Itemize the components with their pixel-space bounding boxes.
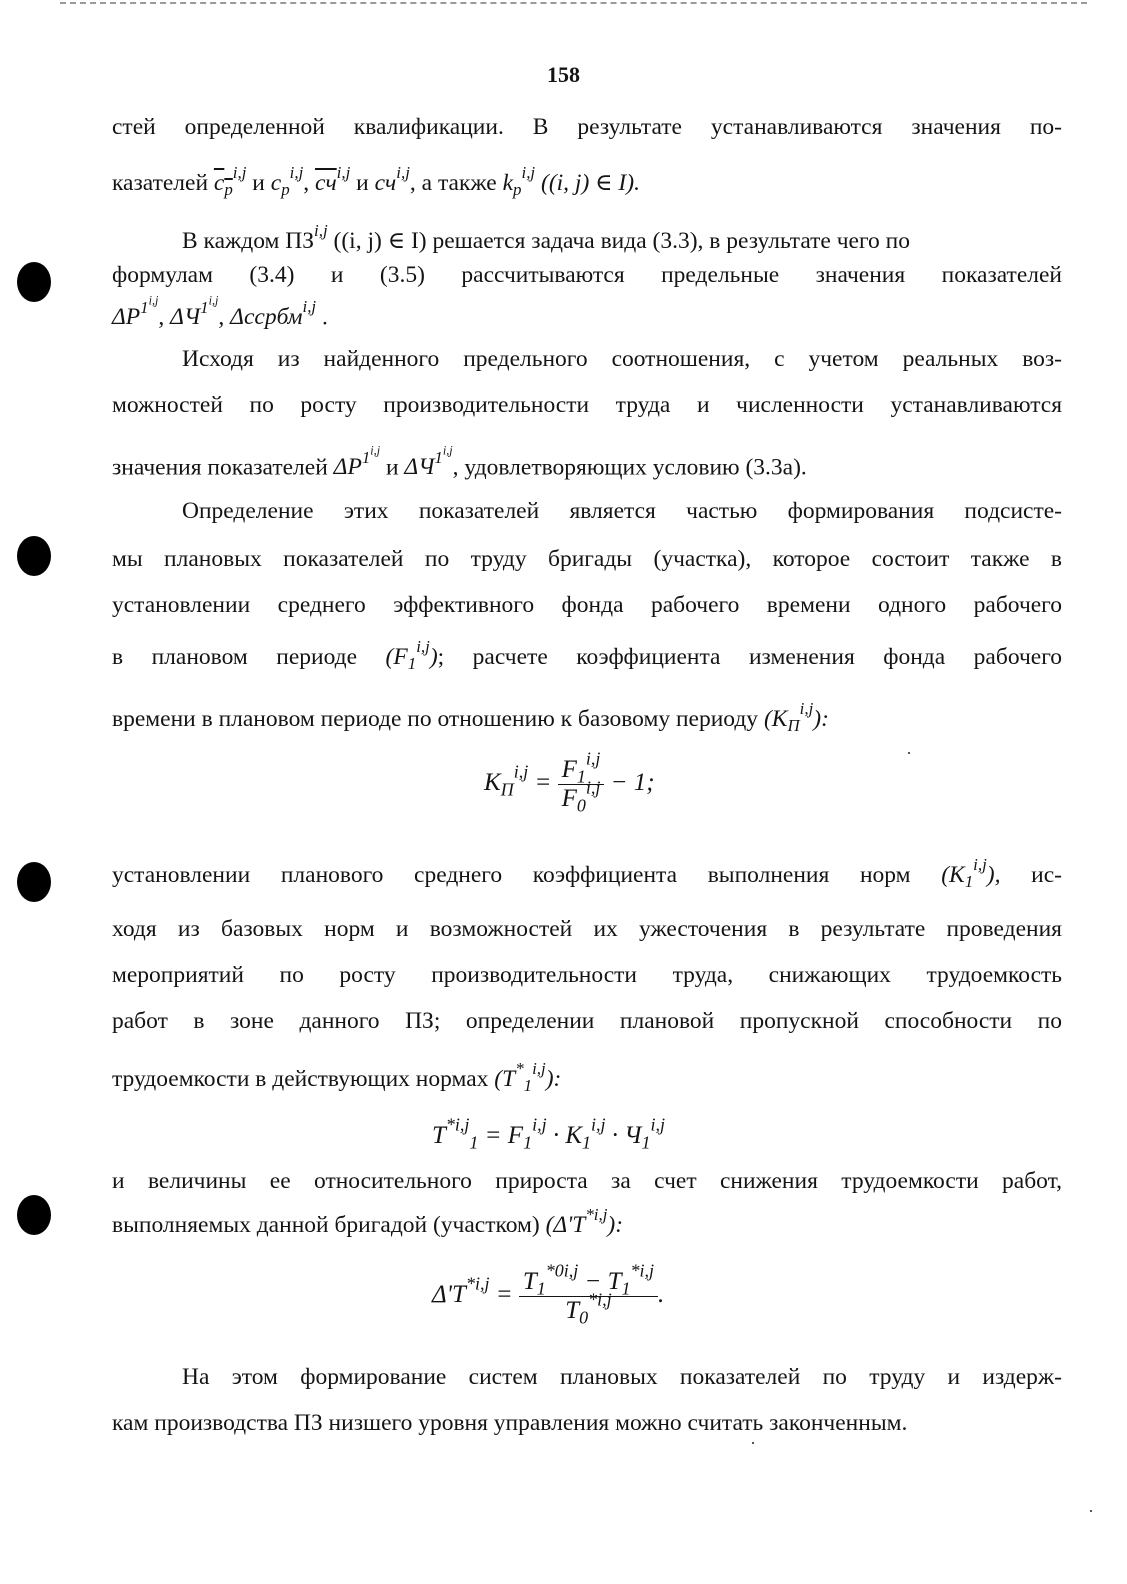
text-line: можностей по росту производительности труда и численности устанавливаются bbox=[112, 392, 1062, 418]
math-delta-ch: $\Delta Ч^{1^{i,j}}$ bbox=[170, 293, 219, 331]
text: , удовлетворяющих условию (3.3а). bbox=[452, 454, 807, 481]
sup: i,j bbox=[314, 221, 328, 241]
text: времени в плановом периоде по отношению к базовому периоду bbox=[112, 706, 759, 732]
text-line: формулам (3.4) и (3.5) рассчитываются предельные значения показателей bbox=[112, 262, 1062, 288]
page-number: 158 bbox=[547, 62, 580, 87]
scan-top-edge bbox=[60, 2, 1087, 4]
fraction: $\frac{F_1^{i,j}}{F_0^{i,j}}$ bbox=[558, 756, 605, 813]
text: , а также bbox=[409, 170, 497, 196]
math-k-pi: $(K_П^{i,j})$: bbox=[763, 699, 829, 736]
math-c-ch-bar: cч bbox=[315, 170, 337, 196]
text-line: кам производства ПЗ низшего уровня управления можно считать законченным. bbox=[112, 1410, 908, 1436]
text-line: Определение этих показателей является частью формирования подсисте- bbox=[182, 498, 1062, 524]
text-line: ходя из базовых норм и возможностей их ужесточения в результате проведения bbox=[112, 916, 1062, 942]
text-line bbox=[112, 699, 1062, 736]
math-delta-p: $\Delta P^{1^{i,j}}$ bbox=[333, 443, 381, 481]
text: казателей bbox=[112, 170, 209, 196]
text: выполняемых данной бригадой (участком) bbox=[112, 1212, 540, 1238]
text-line bbox=[182, 221, 1062, 256]
text: в плановом периоде bbox=[112, 644, 358, 670]
formula-t1-star: $T^{*i,j}_1 = F_1^{i,j} \cdot K_1^{i,j} \cdot Ч_1^{i,j}$ bbox=[432, 1114, 666, 1153]
text-line: стей определенной квалификации. В результате устанавливаются значения по- bbox=[112, 114, 1062, 140]
formula-k-pi: $K_П^{i,j}$ = $\frac{F_1^{i,j}}{F_0^{i,j}}$ − 1; bbox=[484, 748, 655, 816]
text: ((i, j) ∈ I) решается задача вида (3.3), в результате чего по bbox=[333, 228, 910, 254]
text-line bbox=[112, 637, 1063, 674]
math-t1-star: $(T^*_1^{i,j})$: bbox=[494, 1059, 562, 1096]
text-line: казателей $c_p^{i,j}$ и $c_p^{i,j}$, cч$^{i,j}$ и cч$^{i,j}$, а также $k_p^{i,j}$ ((i, j) ∈ I). bbox=[112, 163, 640, 200]
text-line: работ в зоне данного ПЗ; определении плановой пропускной способности по bbox=[112, 1008, 1062, 1034]
math-c-p: $c_p^{i,j}$ bbox=[270, 163, 304, 200]
text-line: Исходя из найденного предельного соотношения, с учетом реальных воз- bbox=[182, 346, 1062, 372]
text: и bbox=[356, 170, 369, 196]
math-k-p: $k_p^{i,j}$ bbox=[502, 163, 536, 200]
text-line: $\Delta P^{1^{i,j}}$, $\Delta Ч^{1^{i,j}}$, Δссрбм$^{i,j}$ . bbox=[112, 293, 328, 331]
math-delta-ssrbm: Δссрбм$^{i,j}$ bbox=[230, 297, 317, 331]
text: ис- bbox=[1031, 862, 1063, 888]
scan-speck bbox=[752, 1442, 754, 1444]
math-delta-t-star: $(\Delta'T^{*i,j})$: bbox=[545, 1205, 624, 1238]
scan-speck bbox=[908, 752, 910, 754]
math-c-p-bar: $c_p$ bbox=[213, 170, 233, 200]
math-delta-ch: $\Delta Ч^{1^{i,j}}$ bbox=[404, 443, 453, 481]
text: и bbox=[385, 454, 399, 481]
text-line bbox=[112, 1059, 1062, 1096]
text: ; расчете коэффициента изменения фонда рабочего bbox=[437, 644, 1063, 670]
math-c-ch: cч$^{i,j}$ bbox=[374, 163, 410, 196]
fraction: $\frac{T_1^{*0i,j} - T_1^{*i,j}}{T_0^{*i,j}}$ bbox=[519, 1268, 658, 1325]
math-delta-p: $\Delta P^{1^{i,j}}$ bbox=[112, 293, 159, 331]
text-line bbox=[112, 1205, 1062, 1240]
text: значения показателей bbox=[112, 454, 328, 481]
punch-hole-1 bbox=[17, 262, 51, 302]
sup: i,j bbox=[232, 163, 247, 183]
formula-delta-t-star: $\Delta'T^{*i,j}$ = $\frac{T_1^{*0i,j} - T_1^{*i,j}}{T_0^{*i,j}}$ . bbox=[432, 1260, 665, 1328]
text-line bbox=[112, 443, 1062, 482]
text: установлении планового среднего коэффициента выполнения норм bbox=[112, 862, 911, 888]
math-f1: $(F_1^{i,j})$ bbox=[385, 637, 438, 674]
math-condition: ((i, j) ∈ I). bbox=[541, 170, 640, 196]
punch-hole-2 bbox=[17, 536, 51, 576]
text: трудоемкости в действующих нормах bbox=[112, 1066, 489, 1092]
text-line: мероприятий по росту производительности труда, снижающих трудоемкость bbox=[112, 962, 1062, 988]
scan-speck bbox=[1090, 1510, 1092, 1512]
punch-hole-3 bbox=[17, 862, 51, 902]
sup: i,j bbox=[336, 163, 351, 183]
math-k1: $(K_1^{i,j})$, bbox=[941, 855, 1001, 892]
text: и bbox=[252, 170, 265, 196]
text-line: установлении среднего эффективного фонда рабочего времени одного рабочего bbox=[112, 592, 1062, 618]
text: В каждом ПЗ bbox=[182, 228, 315, 254]
punch-hole-4 bbox=[17, 1195, 51, 1235]
text-line: и величины ее относительного прироста за счет снижения трудоемкости работ, bbox=[112, 1168, 1062, 1194]
text-line bbox=[112, 855, 1063, 892]
text-line: На этом формирование систем плановых показателей по труду и издерж- bbox=[182, 1364, 1062, 1390]
text-line: мы плановых показателей по труду бригады (участка), которое состоит также в bbox=[112, 546, 1062, 572]
